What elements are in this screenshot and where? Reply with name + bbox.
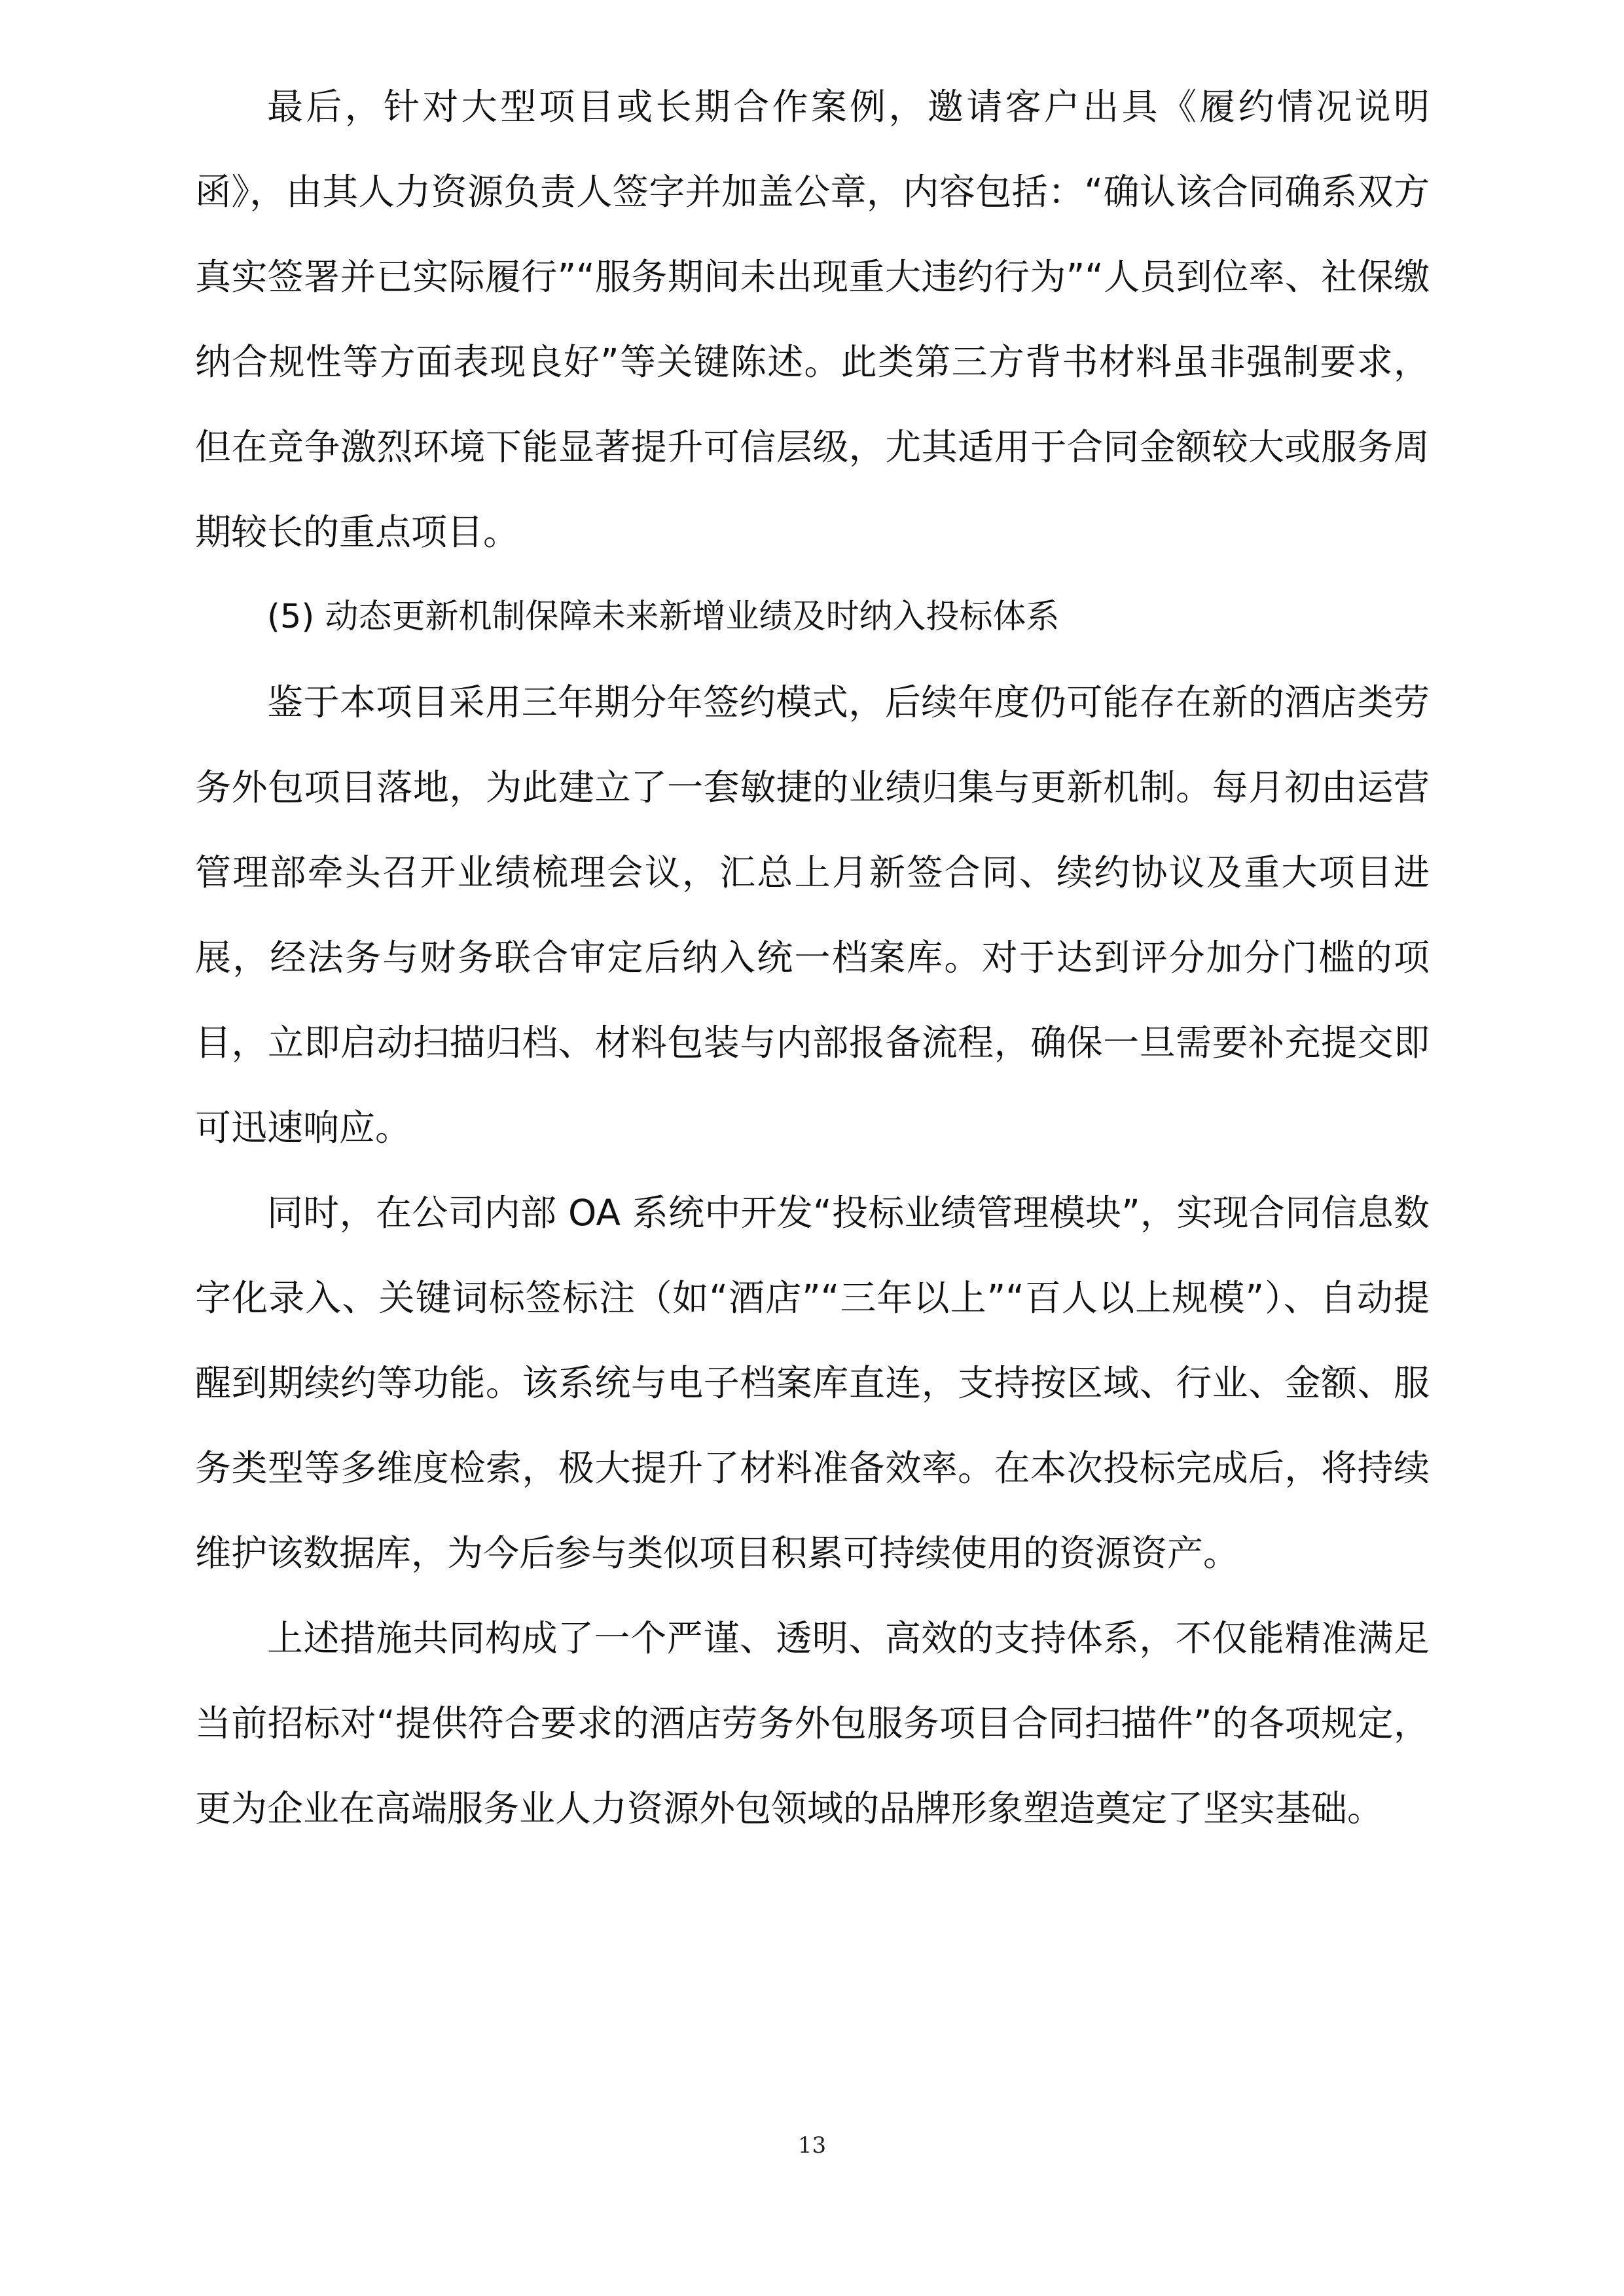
section-heading-dynamic-update: (5) 动态更新机制保障未来新增业绩及时纳入投标体系: [267, 598, 1060, 636]
paragraph-update-mechanism: 鉴于本项目采用三年期分年签约模式，后续年度仍可能存在新的酒店类劳务外包项目落地，为此建立了一套敏捷的业绩归集与更新机制。每月初由运营管理部牵头召开业绩梳理会议，汇总上月新签合同、续约协议及重大项目进展，经法务与财务联合审定后纳入统一档案库。对于达到评分加分门槛的项目，立即启动扫描归档、材料包装与内部报备流程，确保一旦需要补充提交即可迅速响应。: [195, 681, 1430, 1149]
paragraph-conclusion: 上述措施共同构成了一个严谨、透明、高效的支持体系，不仅能精准满足当前招标对“提供符合要求的酒店劳务外包服务项目合同扫描件”的各项规定，更为企业在高端服务业人力资源外包领域的品牌形象塑造奠定了坚实基础。: [195, 1617, 1430, 1829]
paragraph-performance-letter: 最后，针对大型项目或长期合作案例，邀请客户出具《履约情况说明函》，由其人力资源负责人签字并加盖公章，内容包括：“确认该合同确系双方真实签署并已实际履行”“服务期间未出现重大违约行为”“人员到位率、社保缴纳合规性等方面表现良好”等关键陈述。此类第三方背书材料虽非强制要求，但在竞争激烈环境下能显著提升可信层级，尤其适用于合同金额较大或服务周期较长的重点项目。: [195, 86, 1430, 553]
document-body: [195, 64, 1430, 1851]
paragraph-oa-system: 同时，在公司内部 OA 系统中开发“投标业绩管理模块”，实现合同信息数字化录入、关键词标签标注（如“酒店”“三年以上”“百人以上规模”）、自动提醒到期续约等功能。该系统与电子档案库直连，支持按区域、行业、金额、服务类型等多维度检索，极大提升了材料准备效率。在本次投标完成后，将持续维护该数据库，为今后参与类似项目积累可持续使用的资源资产。: [195, 1192, 1430, 1574]
page-number: 13: [797, 2132, 827, 2159]
